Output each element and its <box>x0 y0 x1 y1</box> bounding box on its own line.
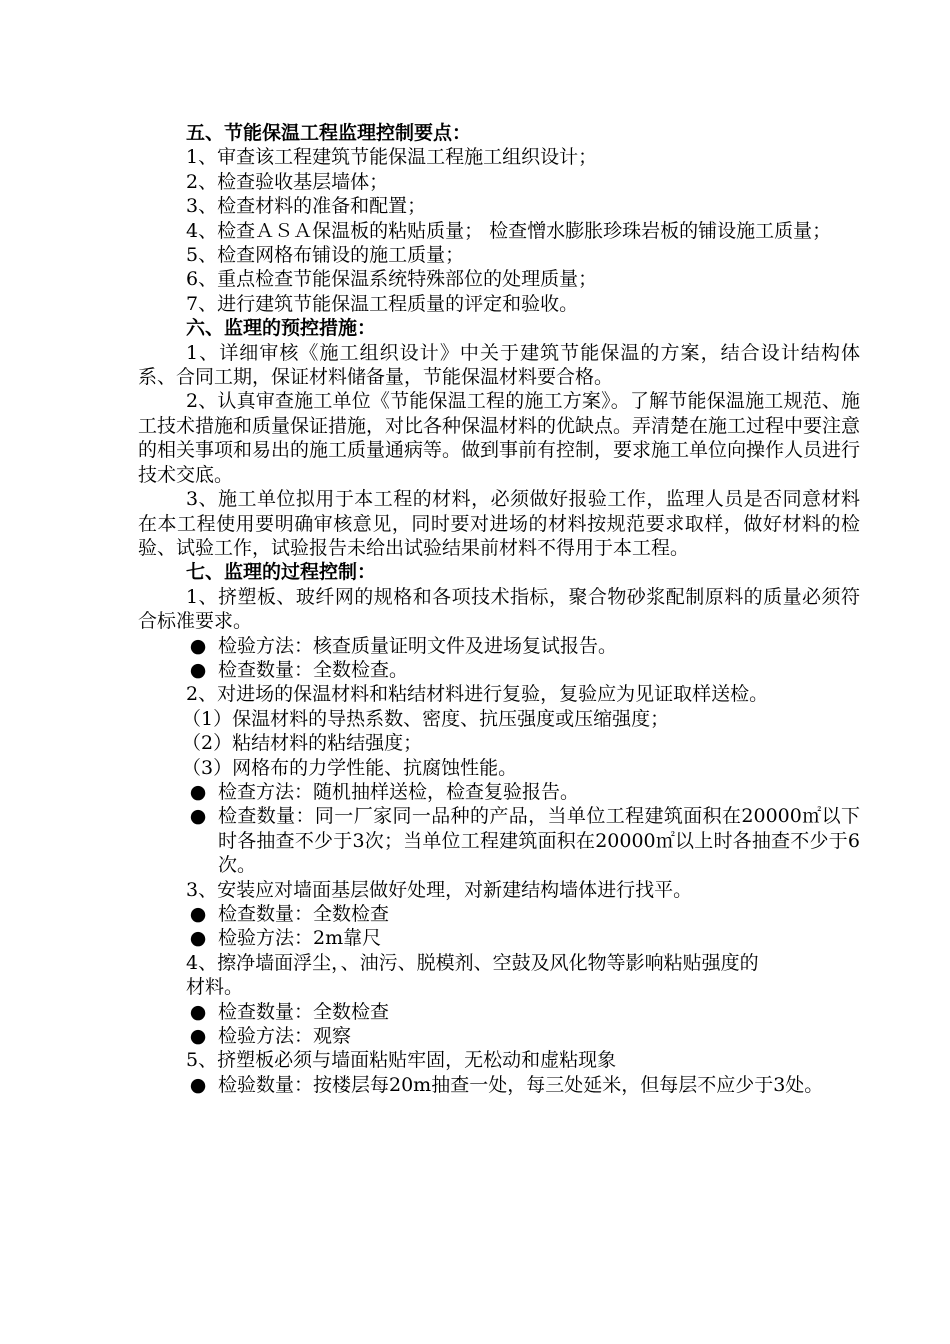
bullet-item <box>138 634 860 658</box>
section7-para-5: 5、挤塑板必须与墙面粘贴牢固，无松动和虚粘现象 <box>186 1049 617 1072</box>
section5-item-3: 3、检查材料的准备和配置； <box>186 195 427 218</box>
bullet-text: 检查数量：同一厂家同一品种的产品，当单位工程建筑面积在20000㎡以下时各抽查不少于3次；当单位工程建筑面积在20000㎡以上时各抽查不少于6次。 <box>218 805 860 877</box>
section-heading-5: 五、节能保温工程监理控制要点： <box>186 122 472 144</box>
bullet-item <box>138 1073 860 1097</box>
section7-para-2: 2、对进场的保温材料和粘结材料进行复验，复验应为见证取样送检。 <box>186 683 769 706</box>
sub-item-3: （3）网格布的力学性能、抗腐蚀性能。 <box>182 756 518 779</box>
bullet-item <box>138 902 860 926</box>
bullet-text: 检验数量：按楼层每20m抽查一处，每三处延米，但每层不应少于3处。 <box>218 1073 824 1096</box>
bullet-text: 检查数量：全数检查 <box>218 903 390 925</box>
section5-item-2: 2、检查验收基层墙体； <box>186 170 389 193</box>
bullet-icon: ● <box>189 927 207 950</box>
section7-para-3: 3、安装应对墙面基层做好处理，对新建结构墙体进行找平。 <box>186 878 693 901</box>
bullet-text: 检验方法：2m靠尺 <box>218 927 382 950</box>
bullet-icon: ● <box>189 1073 207 1096</box>
section7-para-4-continued: 材料。 <box>186 976 244 999</box>
bullet-text: 检验方法：观察 <box>218 1025 352 1048</box>
bullet-icon: ● <box>189 1000 207 1023</box>
section6-para-1: 1、详细审核《施工组织设计》中关于建筑节能保温的方案，结合设计结构体系、合同工期，保证材料储备量，节能保温材料要合格。 <box>138 341 860 389</box>
document-body <box>138 121 860 1097</box>
bullet-icon: ● <box>189 805 207 828</box>
bullet-item <box>138 926 860 950</box>
section5-item-4: 4、检查ＡＳＡ保温板的粘贴质量； 检查憎水膨胀珍珠岩板的铺设施工质量； <box>186 219 832 242</box>
bullet-item <box>138 1000 860 1024</box>
section5-item-7: 7、进行建筑节能保温工程质量的评定和验收。 <box>186 292 579 315</box>
section-heading-6: 六、监理的预控措施： <box>186 317 377 340</box>
bullet-item <box>138 658 860 682</box>
bullet-icon: ● <box>189 658 207 681</box>
section6-para-2: 2、认真审查施工单位《节能保温工程的施工方案》。了解节能保温施工规范、施工技术措施和质量保证措施，对比各种保温材料的优缺点。弄清楚在施工过程中要注意的相关事项和易出的施工质量通病等。做到事前有控制，要求施工单位向操作人员进行技术交底。 <box>138 390 861 486</box>
bullet-icon: ● <box>189 634 207 657</box>
bullet-text: 检查数量：全数检查。 <box>218 658 409 681</box>
section6-para-3: 3、施工单位拟用于本工程的材料，必须做好报验工作，监理人员是否同意材料在本工程使用要明确审核意见，同时要对进场的材料按规范要求取样，做好材料的检验、试验工作，试验报告未给出试验结果前材料不得用于本工程。 <box>138 488 860 559</box>
bullet-icon: ● <box>189 903 207 925</box>
sub-item-1: （1）保温材料的导热系数、密度、抗压强度或压缩强度； <box>182 707 670 730</box>
bullet-text: 检查方法：随机抽样送检，检查复验报告。 <box>218 780 580 803</box>
bullet-item <box>138 780 860 804</box>
bullet-text: 检验方法：核查质量证明文件及进场复试报告。 <box>218 634 618 657</box>
bullet-icon: ● <box>189 780 207 803</box>
section-heading-7: 七、监理的过程控制： <box>186 561 377 584</box>
section5-item-1: 1、审查该工程建筑节能保温工程施工组织设计； <box>186 146 598 169</box>
bullet-icon: ● <box>189 1025 207 1048</box>
sub-item-2: （2）粘结材料的粘结强度； <box>182 732 423 755</box>
bullet-item <box>138 804 860 877</box>
section7-para-1: 1、挤塑板、玻纤网的规格和各项技术指标，聚合物砂浆配制原料的质量必须符合标准要求。 <box>138 585 860 633</box>
bullet-text: 检查数量：全数检查 <box>218 1000 390 1023</box>
section7-para-4: 4、擦净墙面浮尘，、油污、脱模剂、空鼓及风化物等影响粘贴强度的 <box>186 951 759 974</box>
bullet-item <box>138 1024 860 1048</box>
section5-item-5: 5、检查网格布铺设的施工质量； <box>186 244 465 267</box>
section5-item-6: 6、重点检查节能保温系统特殊部位的处理质量； <box>186 268 598 291</box>
